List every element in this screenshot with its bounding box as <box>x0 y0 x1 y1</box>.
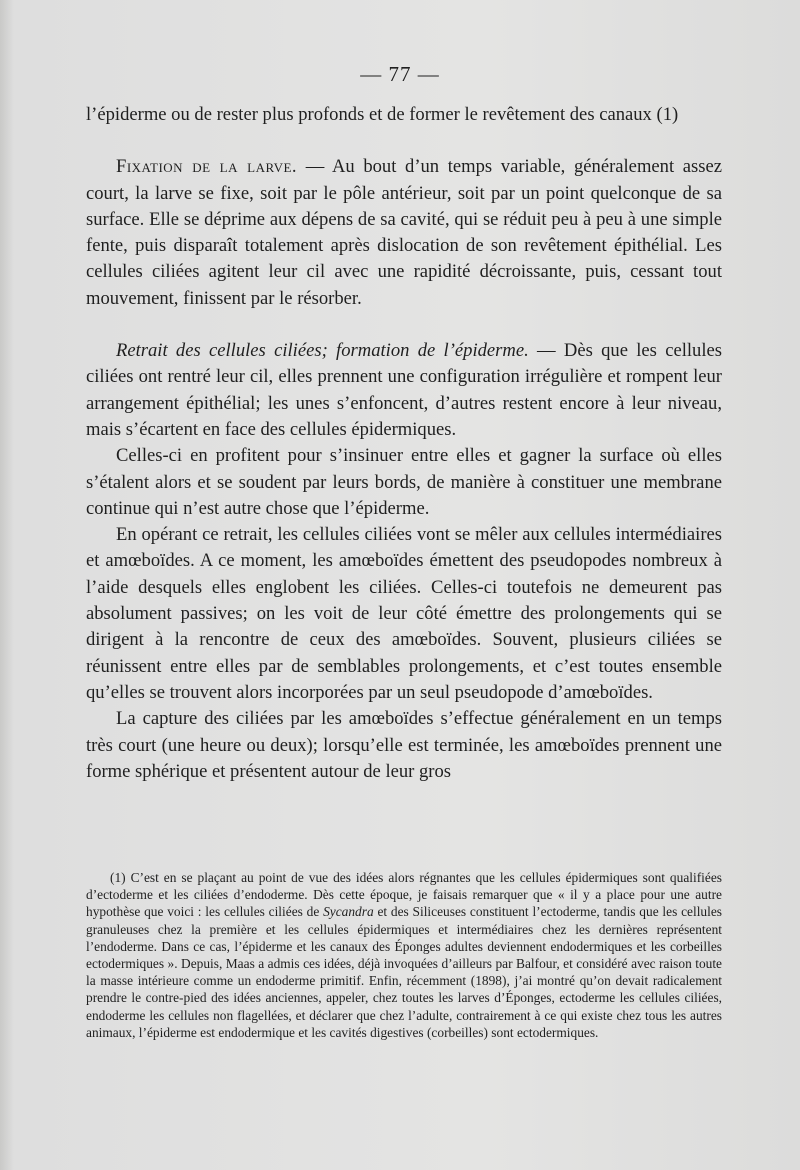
footnote-part: et des Siliceuses constituent l’ectoderme, tandis que les cellules granuleuses chez la première et les cellules épidermiques et intermédiaires chez les dernières représentent l’endoderme. Dans ce cas, l’épiderme et les canaux des Éponges adultes deviennent endodermiques et les corbeilles ectodermiques ». Depuis, Maas a admis ces idées, déjà invoquées d’ailleurs par Balfour, et considéré avec raison toute la masse intérieure comme un endoderme primitif. Enfin, récemment (1898), j’ai montré qu’on devait radicalement prendre le contre-pied des idées anciennes, appeler, chez toutes les larves d’Éponges, ectoderme les cellules ciliées, endoderme les cellules non flagellées, et déclarer que chez l’adulte, contrairement à ce qui existe chez tous les autres animaux, l’épiderme est endodermique et les cavités digestives (corbeilles) sont ectodermiques. <box>86 904 722 1040</box>
page-number: — 77 — <box>360 62 440 86</box>
paragraph-epiderme: Celles-ci en profitent pour s’insinuer entre elles et gagner la surface où elles s’étalent alors et se soudent par leurs bords, de manière à constituer une membrane continue qui n’est autre chose que l’épiderme. <box>86 445 722 519</box>
paragraph-text: Au bout d’un temps variable, généralement assez court, la larve se fixe, soit par le pôle antérieur, soit par un point quelconque de sa surface. Elle se déprime aux dépens de sa cavité, qui se réduit peu à peu à une simple fente, puis disparaît totalement après dislocation de son revêtement épithélial. Les cellules ciliées agitent leur cil avec une rapidité décroissante, puis, cessant tout mouvement, finissent par le résorber. <box>86 156 722 309</box>
footnote-text <box>86 869 722 1041</box>
paragraph-text: Dès que les cellules ciliées ont rentré leur cil, elles prennent une configuration irrégulière et rompent leur arrangement épithélial; les unes s’enfoncent, d’autres restent encore à leur niveau, mais s’écartent en face des cellules épidermiques. <box>86 340 723 440</box>
paragraph-continuation: l’épiderme ou de rester plus profonds et de former le revêtement des canaux (1) <box>86 104 679 125</box>
paragraph-retrait-amoeboides: En opérant ce retrait, les cellules ciliées vont se mêler aux cellules intermédiaires et amœboïdes. A ce moment, les amœboïdes émettent des pseudopodes nombreux à l’aide desquels elles englobent les ciliées. Celles-ci toutefois ne demeurent pas absolument passives; on les voit de leur côté émettre des prolongements qui se dirigent à la rencontre de ceux des amœboïdes. Souvent, plusieurs ciliées se réunissent entre elles par de semblables prolongements, et c’est toutes ensemble qu’elles se trouvent alors incorporées par un seul pseudopode d’amœboïdes. <box>86 524 722 703</box>
body-text <box>86 102 722 785</box>
footnote <box>86 869 722 1041</box>
footnote-part: (1) C’est en se plaçant au point de vue des idées alors régnantes que les cellules épidermiques sont qualifiées d’ectoderme et les ciliées d’endoderme. Dès cette époque, je faisais remarquer que « il y a place pour une autre hypothèse que voici : les cellules ciliées de <box>86 870 722 920</box>
heading-separator: — <box>297 156 332 178</box>
section-heading-retrait: Retrait des cellules ciliées; formation de l’épiderme. <box>116 340 529 362</box>
section-heading-fixation: Fixation de la larve. <box>116 156 298 178</box>
paragraph-fixation <box>86 154 722 312</box>
footnote-italic-term: Sycandra <box>323 904 374 920</box>
paragraph-capture: La capture des ciliées par les amœboïdes s’effectue généralement en un temps très court (une heure ou deux); lorsqu’elle est terminée, les amœboïdes prennent une forme sphérique et présentent autour de leur gros <box>86 708 722 782</box>
paragraph-retrait <box>86 338 722 443</box>
heading-separator: — <box>528 340 564 362</box>
